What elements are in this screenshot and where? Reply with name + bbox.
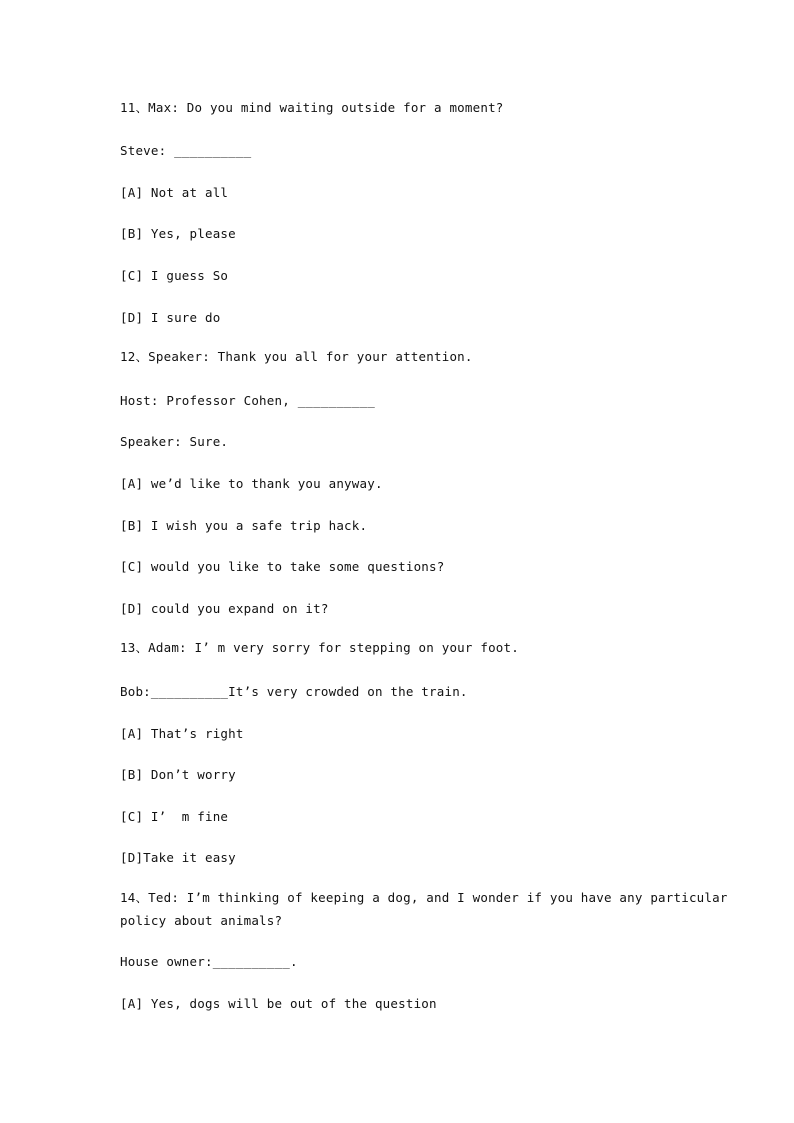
question-12-option-c: [C] would you like to take some questions? <box>120 559 445 574</box>
question-13-option-c: [C] I’ m fine <box>120 809 229 824</box>
question-12-option-d: [D] could you expand on it? <box>120 601 329 616</box>
question-13-option-a: [A] That’s right <box>120 726 244 741</box>
question-13-reply-line: Bob:__________It’s very crowded on the train. <box>120 684 468 699</box>
question-14-stem: 14、Ted: I’m thinking of keeping a dog, and I wonder if you have any particular <box>120 890 728 905</box>
question-12-host-line: Host: Professor Cohen, __________ <box>120 393 375 408</box>
question-11-option-c: [C] I guess So <box>120 268 229 283</box>
question-11-reply-line: Steve: __________ <box>120 143 252 158</box>
question-11-option-b: [B] Yes, please <box>120 226 236 241</box>
question-12-option-a: [A] we’d like to thank you anyway. <box>120 476 383 491</box>
question-12-stem: 12、Speaker: Thank you all for your attention. <box>120 349 473 364</box>
question-11-option-a: [A] Not at all <box>120 185 229 200</box>
question-14-stem-continued: policy about animals? <box>120 913 283 928</box>
question-12-speaker-line: Speaker: Sure. <box>120 434 229 449</box>
question-13-option-d: [D]Take it easy <box>120 850 236 865</box>
question-13-option-b: [B] Don’t worry <box>120 767 236 782</box>
question-14-option-a: [A] Yes, dogs will be out of the question <box>120 996 437 1011</box>
question-11-option-d: [D] I sure do <box>120 310 221 325</box>
question-14-reply-line: House owner:__________. <box>120 954 298 969</box>
question-12-option-b: [B] I wish you a safe trip hack. <box>120 518 368 533</box>
question-13-stem: 13、Adam: I’ m very sorry for stepping on your foot. <box>120 640 519 655</box>
question-11-stem: 11、Max: Do you mind waiting outside for a moment? <box>120 100 504 115</box>
